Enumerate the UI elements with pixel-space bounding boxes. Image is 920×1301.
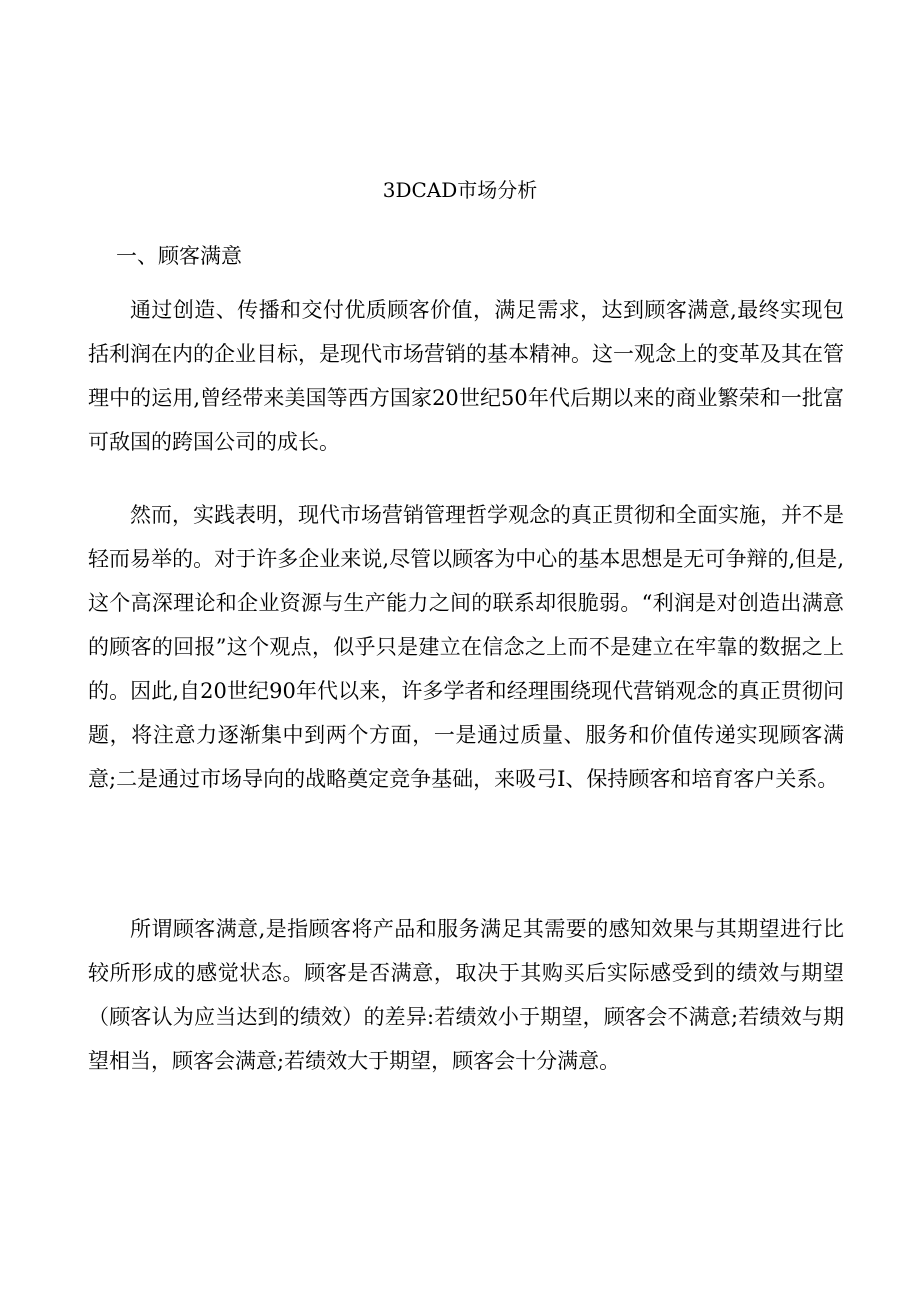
- paragraph-3: 所谓顾客满意,是指顾客将产品和服务满足其需要的感知效果与其期望进行比较所形成的感觉状态。顾客是否满意，取决于其购买后实际感受到的绩效与期望（顾客认为应当达到的绩效）的差异:若绩效小于期望，顾客会不满意;若绩效与期望相当，顾客会满意;若绩效大于期望，顾客会十分满意。: [88, 917, 844, 1073]
- paragraph-2: 然而，实践表明，现代市场营销管理哲学观念的真正贯彻和全面实施，并不是轻而易举的。对于许多企业来说,尽管以顾客为中心的基本思想是无可争辩的,但是,这个高深理论和企业资源与生产能力之间的联系却很脆弱。“利润是对创造出满意的顾客的回报”这个观点，似乎只是建立在信念之上而不是建立在牢靠的数据之上的。因此,自20世纪90年代以来，许多学者和经理围绕现代营销观念的真正贯彻问题，将注意力逐渐集中到两个方面，一是通过质量、服务和价值传递实现顾客满意;二是通过市场导向的战略奠定竞争基础，来吸弓I、保持顾客和培育客户关系。: [88, 503, 844, 791]
- paragraph-1: 通过创造、传播和交付优质顾客价值，满足需求，达到顾客满意,最终实现包括利润在内的企业目标，是现代市场营销的基本精神。这一观念上的变革及其在管理中的运用,曾经带来美国等西方国家20世纪50年代后期以来的商业繁荣和一批富可敌国的跨国公司的成长。: [88, 298, 844, 454]
- page-title: 3DCAD市场分析: [382, 178, 538, 202]
- section-heading: 一、顾客满意: [116, 244, 242, 268]
